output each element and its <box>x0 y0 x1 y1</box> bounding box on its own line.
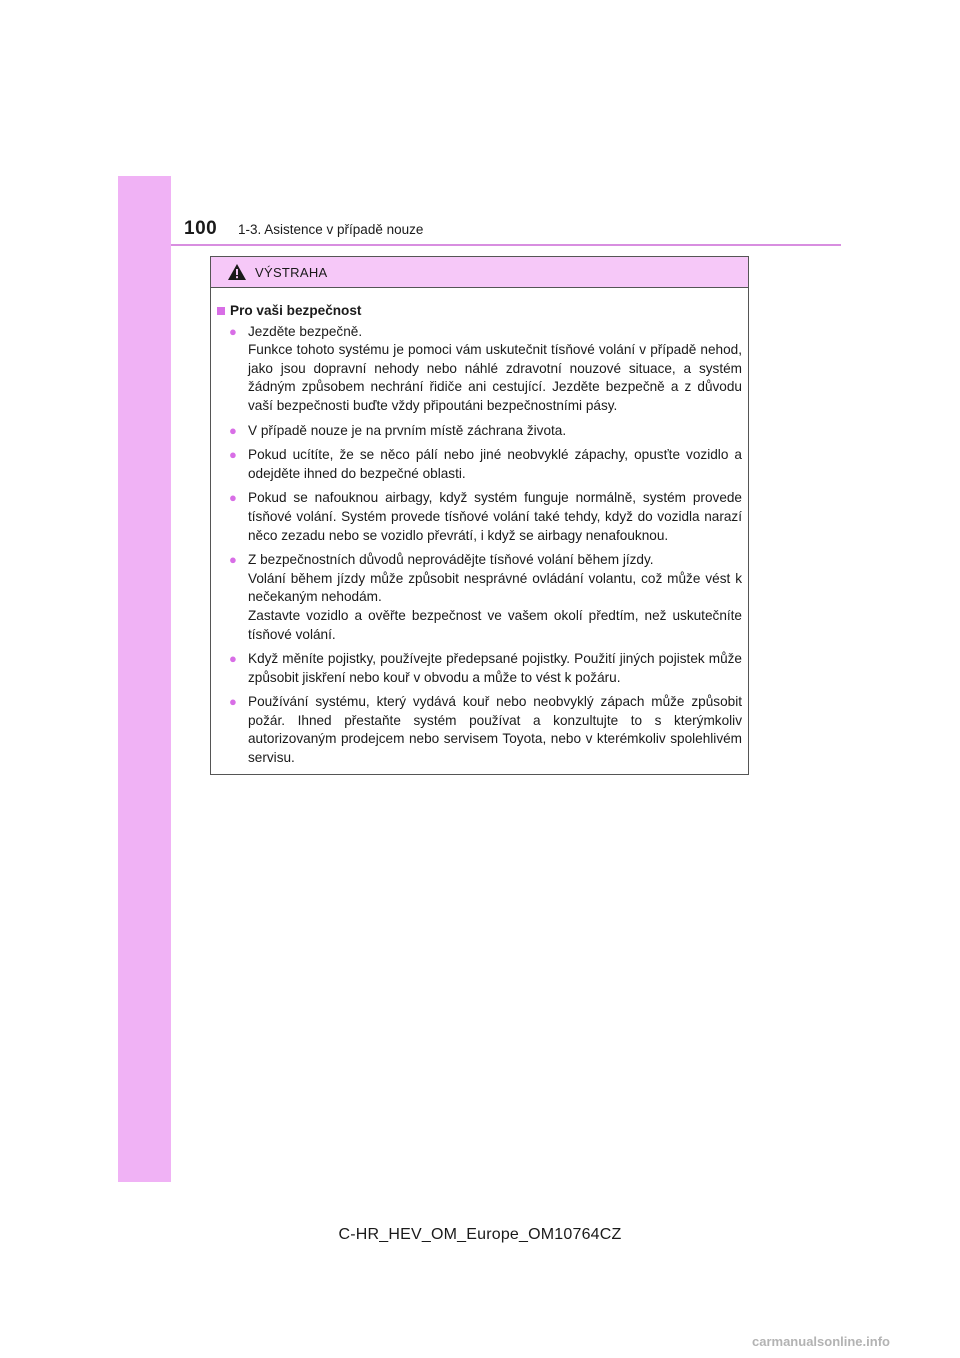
list-item <box>216 446 742 483</box>
warning-header <box>211 257 748 288</box>
list-item <box>216 693 742 767</box>
watermark-text: carmanualsonline.info <box>752 1334 890 1349</box>
item-text: Pokud se nafouknou airbagy, když systém funguje normálně, systém provede tísňové volání. Systém provede tísňové volání také tehdy, když do vozidla narazí něco zezadu nebo se vozidlo převrátí, i když se airbagy nenafouknou. <box>248 490 742 543</box>
list-item <box>216 551 742 644</box>
item-text: Funkce tohoto systému je pomoci vám uskutečnit tísňové volání v případě nehod, jako jsou dopravní nehody nebo náhlé zdravotní nouzové situace, a systém žádným způsobem nechrání řidiče ani cestující. Jezděte bezpečně a z důvodu vaší bezpečnosti buďte vždy připoutáni bezpečnostními pásy. <box>248 342 742 413</box>
side-color-strip <box>118 176 171 1182</box>
warning-triangle-icon <box>227 263 247 281</box>
circle-bullet-icon: ● <box>229 447 237 463</box>
item-text: Když měníte pojistky, používejte předepsané pojistky. Použití jiných pojistek může způsobit jiskření nebo kouř v obvodu a může to vést k požáru. <box>248 651 742 685</box>
circle-bullet-icon: ● <box>229 422 237 438</box>
document-code: C-HR_HEV_OM_Europe_OM10764CZ <box>338 1226 622 1243</box>
list-item <box>216 422 742 441</box>
header-divider <box>171 244 841 246</box>
item-text: V případě nouze je na prvním místě záchrana života. <box>248 422 567 438</box>
warning-box <box>210 256 749 775</box>
subheading-text: Pro vaši bezpečnost <box>230 303 362 318</box>
circle-bullet-icon: ● <box>229 490 237 506</box>
list-item <box>216 323 742 416</box>
circle-bullet-icon: ● <box>229 694 237 710</box>
list-item <box>216 489 742 545</box>
circle-bullet-icon: ● <box>229 323 237 339</box>
page-number: 100 <box>184 218 218 239</box>
warning-body <box>211 288 748 768</box>
section-title: 1-3. Asistence v případě nouze <box>238 222 424 237</box>
warning-title: VÝSTRAHA <box>255 265 328 280</box>
list-item <box>216 650 742 687</box>
circle-bullet-icon: ● <box>229 552 237 568</box>
item-text: Zastavte vozidlo a ověřte bezpečnost ve vašem okolí předtím, než uskutečníte tísňové volání. <box>248 607 742 642</box>
item-text: Jezděte bezpečně. <box>248 323 363 339</box>
item-text: Z bezpečnostních důvodů neprovádějte tísňové volání během jízdy. <box>248 552 654 568</box>
item-text: Volání během jízdy může způsobit nesprávné ovládání volantu, což může vést k nečekaným nehodám. <box>248 570 742 605</box>
item-text: Pokud ucítíte, že se něco pálí nebo jiné neobvyklé zápachy, opusťte vozidlo a odejděte ihned do bezpečné oblasti. <box>248 447 742 481</box>
warning-subheading <box>216 302 742 321</box>
circle-bullet-icon: ● <box>229 651 237 667</box>
item-text: Používání systému, který vydává kouř nebo neobvyklý zápach může způsobit požár. Ihned přestaňte systém používat a konzultujte to s kterýmkoliv autorizovaným prodejcem nebo servisem Toyota, nebo v kterémkoliv spolehlivém servisu. <box>248 694 742 766</box>
square-bullet-icon <box>217 307 225 315</box>
